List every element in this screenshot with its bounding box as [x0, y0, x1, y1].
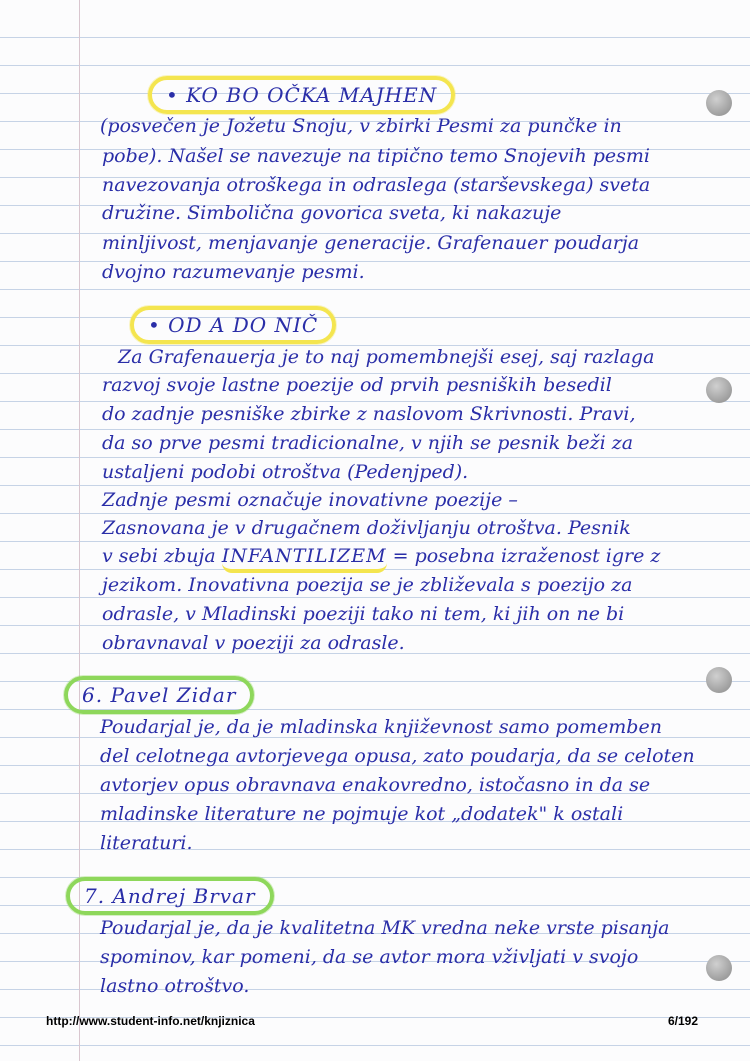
text-line: dvojno razumevanje pesmi. [102, 261, 365, 283]
text-line: minljivost, menjavanje generacije. Grafenauer poudarja [102, 232, 640, 254]
text-line: ustaljeni podobi otroštva (Pedenjped). [102, 461, 469, 483]
text-line: lastno otroštvo. [100, 975, 250, 997]
text-line: razvoj svoje lastne poezije od prvih pesniških besedil [102, 374, 612, 396]
text-line: Poudarjal je, da je mladinska književnost samo pomemben [100, 716, 662, 738]
section-heading-pavel-zidar: 6. Pavel Zidar [64, 676, 254, 714]
text-line: Poudarjal je, da je kvalitetna MK vredna neke vrste pisanja [100, 917, 670, 939]
section-heading-od-a-do-nic: • OD A DO NIČ [130, 306, 336, 344]
text-line: del celotnega avtorjevega opusa, zato poudarja, da se celoten [100, 745, 695, 767]
text-line: odrasle, v Mladinski poeziji tako ni tem, ki jih on ne bi [102, 603, 625, 625]
footer-url[interactable]: http://www.student-info.net/knjiznica [46, 1014, 255, 1028]
text-line: obravnaval v poeziji za odrasle. [102, 632, 405, 654]
section-heading-andrej-brvar: 7. Andrej Brvar [66, 877, 274, 915]
footer-page-number: 6/192 [668, 1014, 699, 1028]
text-line: Zadnje pesmi označuje inovativne poezije – [102, 489, 518, 511]
text-line: družine. Simbolična govorica sveta, ki nakazuje [102, 202, 562, 224]
text-line: navezovanja otroškega in odraslega (starševskega) sveta [102, 174, 651, 196]
text-line: (posvečen je Jožetu Snoju, v zbirki Pesmi za punčke in [100, 115, 622, 137]
text-line: mladinske literature ne pojmuje kot „dodatek" k ostali [100, 803, 624, 825]
text-line: Za Grafenauerja je to naj pomembnejši esej, saj razlaga [118, 346, 655, 368]
text-line: do zadnje pesniške zbirke z naslovom Skrivnosti. Pravi, [102, 403, 636, 425]
text-line: da so prve pesmi tradicionalne, v njih se pesnik beži za [102, 432, 634, 454]
term-suffix: = posebna izraženost igre z [392, 545, 661, 567]
text-line: avtorjev opus obravnava enakovredno, istočasno in da se [100, 774, 651, 796]
section-heading-ko-bo-ocka-majhen: • KO BO OČKA MAJHEN [148, 76, 455, 114]
text-line: pobe). Našel se navezuje na tipično temo Snojevih pesmi [102, 145, 651, 167]
term-prefix: v sebi zbuja [102, 545, 216, 567]
text-line: literaturi. [100, 832, 193, 854]
text-line: jezikom. Inovativna poezija se je zbliževala s poezijo za [102, 574, 633, 596]
term-infantilizem: INFANTILIZEM [222, 543, 387, 573]
text-line-with-term [102, 543, 660, 573]
text-line: spominov, kar pomeni, da se avtor mora vživljati v svojo [100, 946, 639, 968]
text-line: Zasnovana je v drugačnem doživljanju otroštva. Pesnik [102, 517, 631, 539]
